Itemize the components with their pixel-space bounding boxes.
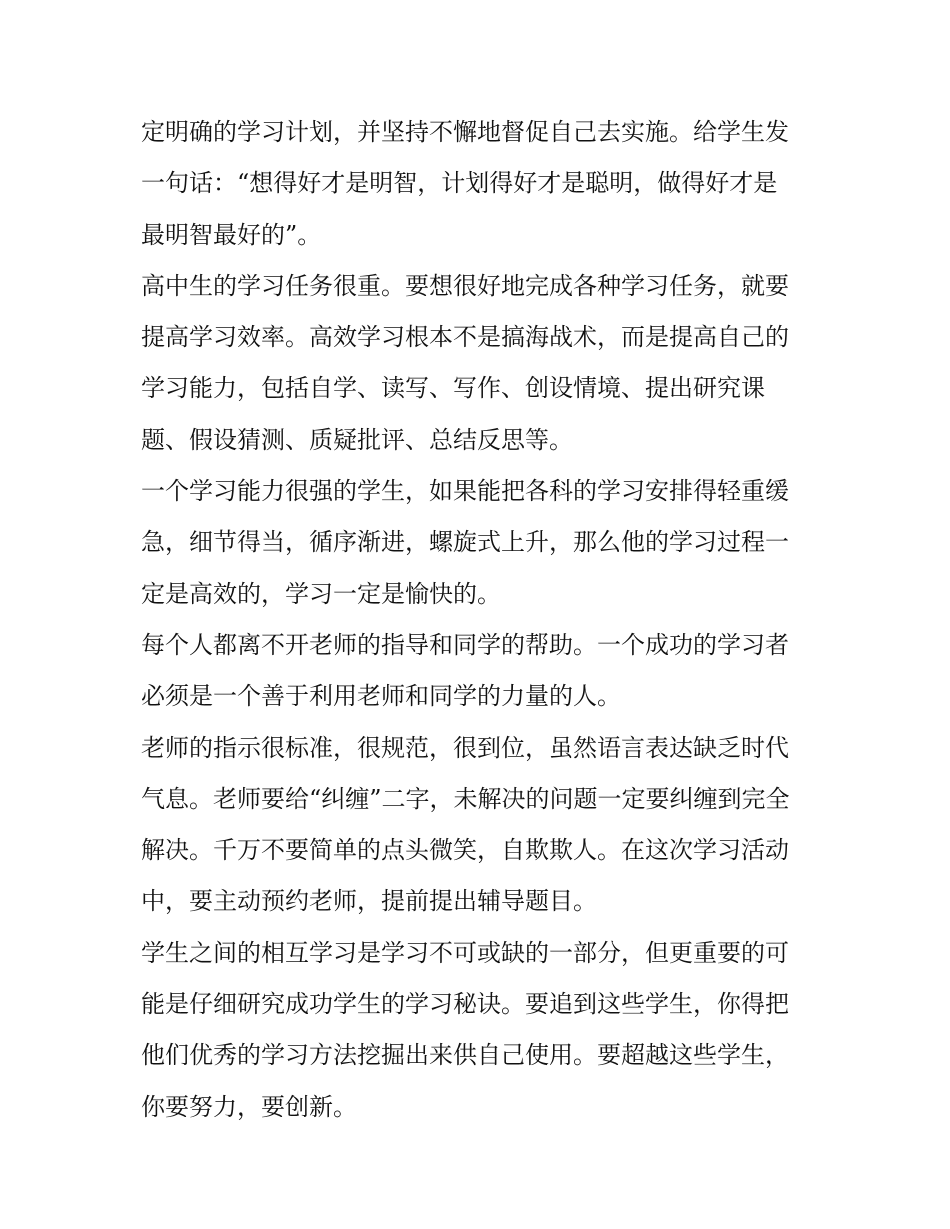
text-line: 解决。千万不要简单的点头微笑，自欺欺人。在这次学习活动 bbox=[141, 836, 789, 865]
text-line: 题、假设猜测、质疑批评、总结反思等。 bbox=[141, 425, 573, 454]
paragraph-teacher-instructions bbox=[141, 723, 813, 928]
paragraph-teacher-guidance bbox=[141, 620, 813, 723]
text-line: 提高学习效率。高效学习根本不是搞海战术，而是提高自己的 bbox=[141, 323, 789, 352]
text-line: 一个学习能力很强的学生，如果能把各科的学习安排得轻重缓 bbox=[141, 477, 789, 506]
text-line: 一句话：“想得好才是明智，计划得好才是聪明，做得好才是 bbox=[141, 169, 778, 198]
text-line: 他们优秀的学习方法挖掘出来供自己使用。要超越这些学生， bbox=[141, 1041, 789, 1070]
paragraph-learning-tasks bbox=[141, 261, 813, 466]
text-line: 最明智最好的”。 bbox=[141, 220, 322, 249]
text-line: 气息。老师要给“纠缠”二字，未解决的问题一定要纠缠到完全 bbox=[141, 784, 790, 813]
paragraph-peer-learning bbox=[141, 928, 813, 1133]
text-line: 定是高效的，学习一定是愉快的。 bbox=[141, 579, 501, 608]
text-line: 高中生的学习任务很重。要想很好地完成各种学习任务，就要 bbox=[141, 271, 789, 300]
paragraph-study-plan bbox=[141, 107, 813, 261]
text-line: 急，细节得当，循序渐进，螺旋式上升，那么他的学习过程一 bbox=[141, 528, 789, 557]
text-line: 你要努力，要创新。 bbox=[141, 1092, 357, 1121]
text-line: 学生之间的相互学习是学习不可或缺的一部分，但更重要的可 bbox=[141, 938, 789, 967]
text-line: 学习能力，包括自学、读写、写作、创设情境、提出研究课 bbox=[141, 374, 765, 403]
text-line: 老师的指示很标准，很规范，很到位，虽然语言表达缺乏时代 bbox=[141, 733, 789, 762]
text-line: 能是仔细研究成功学生的学习秘诀。要追到这些学生，你得把 bbox=[141, 990, 789, 1019]
paragraph-learning-ability bbox=[141, 466, 813, 620]
text-line: 必须是一个善于利用老师和同学的力量的人。 bbox=[141, 682, 621, 711]
document-body bbox=[141, 107, 813, 1133]
text-line: 定明确的学习计划，并坚持不懈地督促自己去实施。给学生发 bbox=[141, 118, 789, 146]
text-line: 中，要主动预约老师，提前提出辅导题目。 bbox=[141, 887, 597, 916]
text-line: 每个人都离不开老师的指导和同学的帮助。一个成功的学习者 bbox=[141, 630, 789, 659]
